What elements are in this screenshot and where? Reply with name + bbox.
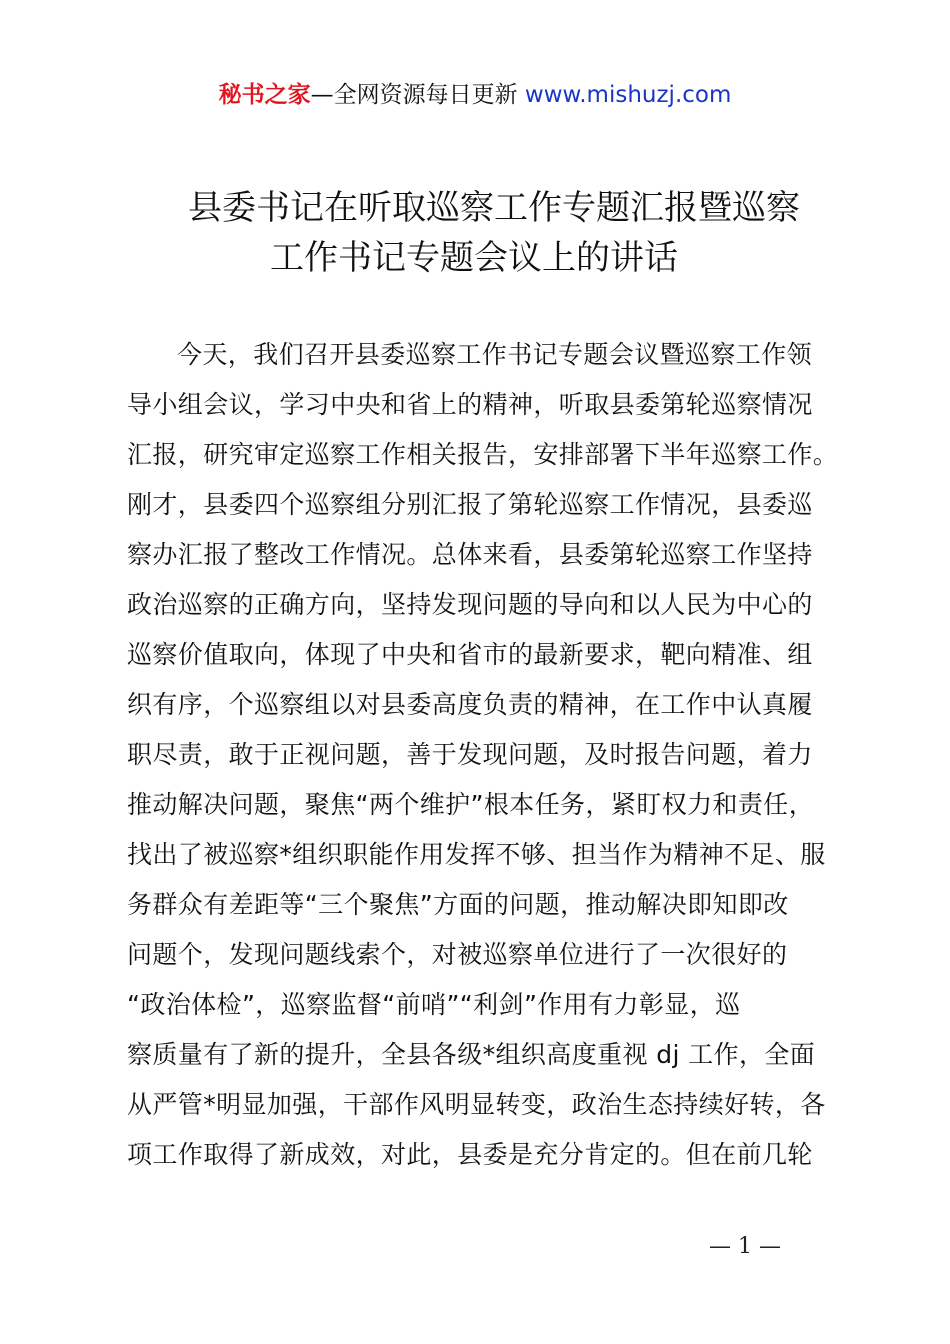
- body-line: 推动解决问题，聚焦“两个维护”根本任务，紧盯权力和责任，: [127, 790, 815, 819]
- document-body: [127, 330, 839, 1180]
- body-line: 汇报，研究审定巡察工作相关报告，安排部署下半年巡察工作。: [127, 440, 839, 469]
- body-line: 今天，我们召开县委巡察工作书记专题会议暨巡察工作领: [177, 340, 813, 369]
- body-line: 巡察价值取向，体现了中央和省市的最新要求，靶向精准、组: [127, 640, 813, 669]
- title-line-2: 工作书记专题会议上的讲话: [270, 238, 678, 278]
- body-line: 务群众有差距等“三个聚焦”方面的问题，推动解决即知即改: [127, 890, 789, 919]
- header-brand: 秘书之家: [218, 82, 311, 108]
- header-tagline: —全网资源每日更新: [310, 82, 518, 108]
- body-line: 政治巡察的正确方向，坚持发现问题的导向和以人民为中心的: [127, 590, 813, 619]
- page-number: — 1 —: [709, 1234, 781, 1259]
- body-line: 察质量有了新的提升，全县各级*组织高度重视 dj 工作，全面: [127, 1040, 816, 1069]
- body-line: 从严管*明显加强，干部作风明显转变，政治生态持续好转，各: [127, 1090, 826, 1119]
- body-line: 察办汇报了整改工作情况。总体来看，县委第轮巡察工作坚持: [127, 540, 813, 569]
- body-line: 刚才，县委四个巡察组分别汇报了第轮巡察工作情况，县委巡: [127, 490, 813, 519]
- body-line: “政治体检”，巡察监督“前哨”“利剑”作用有力彰显，巡: [127, 990, 741, 1019]
- document-title: [0, 183, 950, 283]
- body-line: 问题个，发现问题线索个，对被巡察单位进行了一次很好的: [127, 940, 788, 969]
- body-line: 项工作取得了新成效，对此，县委是充分肯定的。但在前几轮: [127, 1140, 813, 1169]
- page-header: [0, 78, 950, 112]
- body-line: 织有序，个巡察组以对县委高度负责的精神，在工作中认真履: [127, 690, 813, 719]
- title-line-1: 县委书记在听取巡察工作专题汇报暨巡察: [188, 188, 800, 228]
- body-line: 找出了被巡察*组织职能作用发挥不够、担当作为精神不足、服: [127, 840, 826, 869]
- body-line: 职尽责，敢于正视问题，善于发现问题，及时报告问题，着力: [127, 740, 813, 769]
- header-site-link[interactable]: www.mishuzj.com: [524, 82, 732, 108]
- body-line: 导小组会议，学习中央和省上的精神，听取县委第轮巡察情况: [127, 390, 813, 419]
